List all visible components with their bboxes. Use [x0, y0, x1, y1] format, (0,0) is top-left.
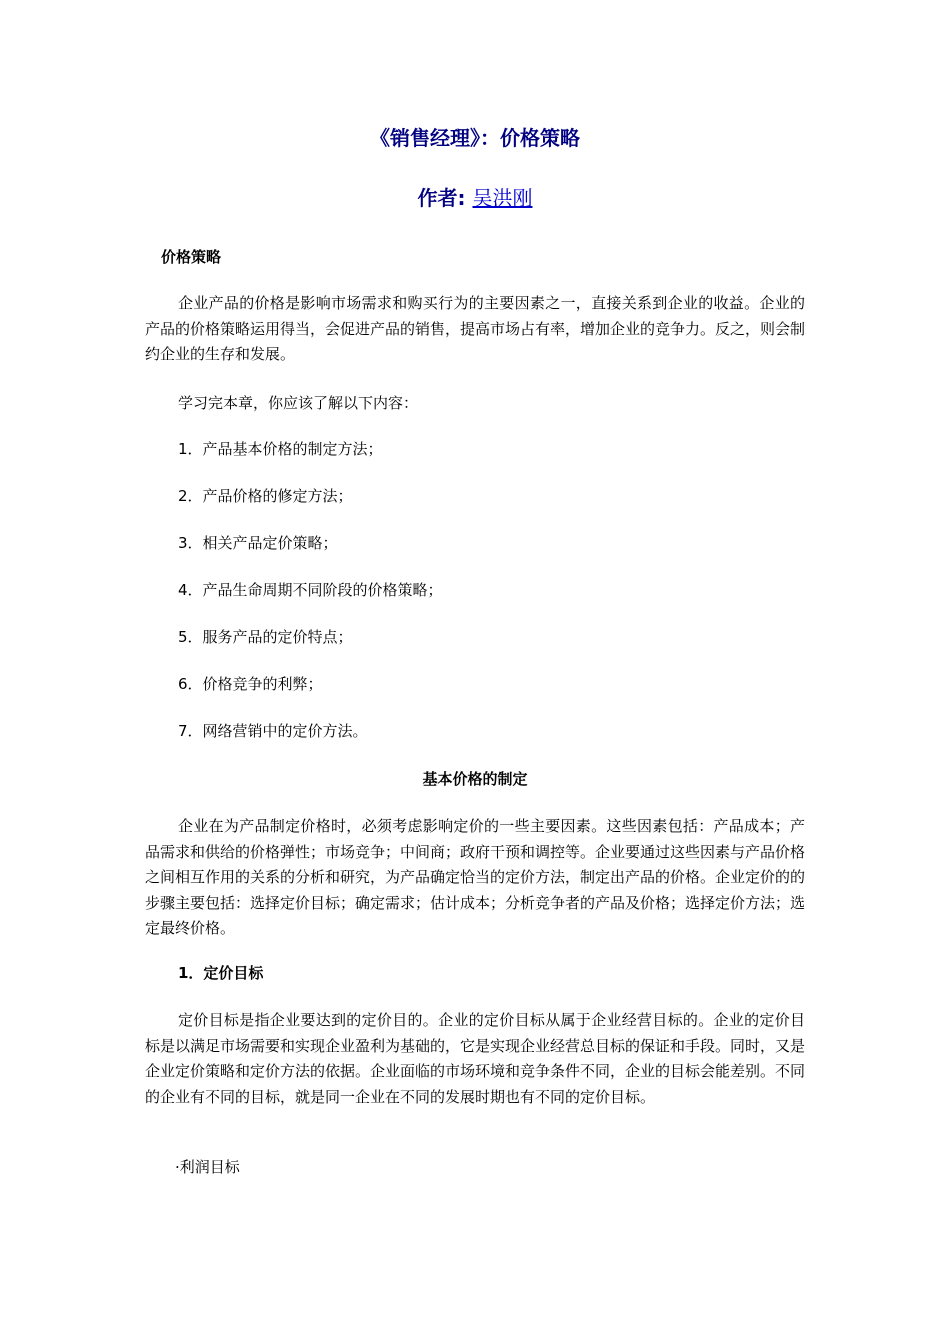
list-item-number: 5． [178, 628, 203, 646]
learning-intro: 学习完本章，你应该了解以下内容： [178, 394, 419, 412]
list-item [178, 627, 353, 647]
pricing-goal-paragraph: 定价目标是指企业要达到的定价目的。企业的定价目标从属于企业经营目标的。企业的定价目标是以满足市场需要和实现企业盈利为基础的，它是实现企业经营总目标的保证和手段。同时，又是企业定价策略和定价方法的依据。企业面临的市场环境和竞争条件不同，企业的目标会能差别。不同的企业有不同的目标，就是同一企业在不同的发展时期也有不同的定价目标。 [145, 1011, 806, 1106]
section-heading: 价格策略 [161, 248, 222, 266]
list-item-text: 网络营销中的定价方法。 [202, 722, 368, 740]
list-item [178, 580, 443, 600]
list-item-text: 相关产品定价策略； [202, 534, 338, 552]
list-item-number: 6． [178, 675, 203, 693]
profit-goal-item: ·利润目标 [175, 1158, 240, 1176]
document-title: 《销售经理》：价格策略 [370, 126, 580, 150]
list-item [178, 533, 338, 553]
list-item-text: 产品生命周期不同阶段的价格策略； [202, 581, 443, 599]
basic-price-heading: 基本价格的制定 [422, 770, 528, 788]
list-item [178, 721, 368, 741]
pricing-goal-heading: 1．定价目标 [178, 964, 264, 982]
list-item [178, 674, 323, 694]
list-item [178, 439, 383, 459]
list-item-text: 服务产品的定价特点； [202, 628, 353, 646]
list-item-text: 产品基本价格的制定方法； [202, 440, 383, 458]
list-item-number: 4． [178, 581, 203, 599]
intro-paragraph: 企业产品的价格是影响市场需求和购买行为的主要因素之一，直接关系到企业的收益。企业的产品的价格策略运用得当，会促进产品的销售，提高市场占有率，增加企业的竞争力。反之，则会制约企业的生存和发展。 [145, 294, 806, 364]
list-item-number: 1． [178, 440, 203, 458]
author-line [0, 183, 950, 213]
list-item [178, 486, 353, 506]
basic-price-paragraph: 企业在为产品制定价格时，必须考虑影响定价的一些主要因素。这些因素包括：产品成本；产品需求和供给的价格弹性；市场竞争；中间商；政府干预和调控等。企业要通过这些因素与产品价格之间相互作用的关系的分析和研究，为产品确定恰当的定价方法，制定出产品的价格。企业定价的的步骤主要包括：选择定价目标；确定需求；估计成本；分析竞争者的产品及价格；选择定价方法；选定最终价格。 [145, 817, 806, 938]
author-label: 作者: [417, 186, 473, 210]
list-item-number: 3． [178, 534, 203, 552]
list-item-number: 7． [178, 722, 203, 740]
list-item-text: 产品价格的修定方法； [202, 487, 353, 505]
list-item-text: 价格竞争的利弊； [202, 675, 323, 693]
list-item-number: 2． [178, 487, 203, 505]
author-link[interactable]: 吴洪刚 [472, 186, 533, 210]
